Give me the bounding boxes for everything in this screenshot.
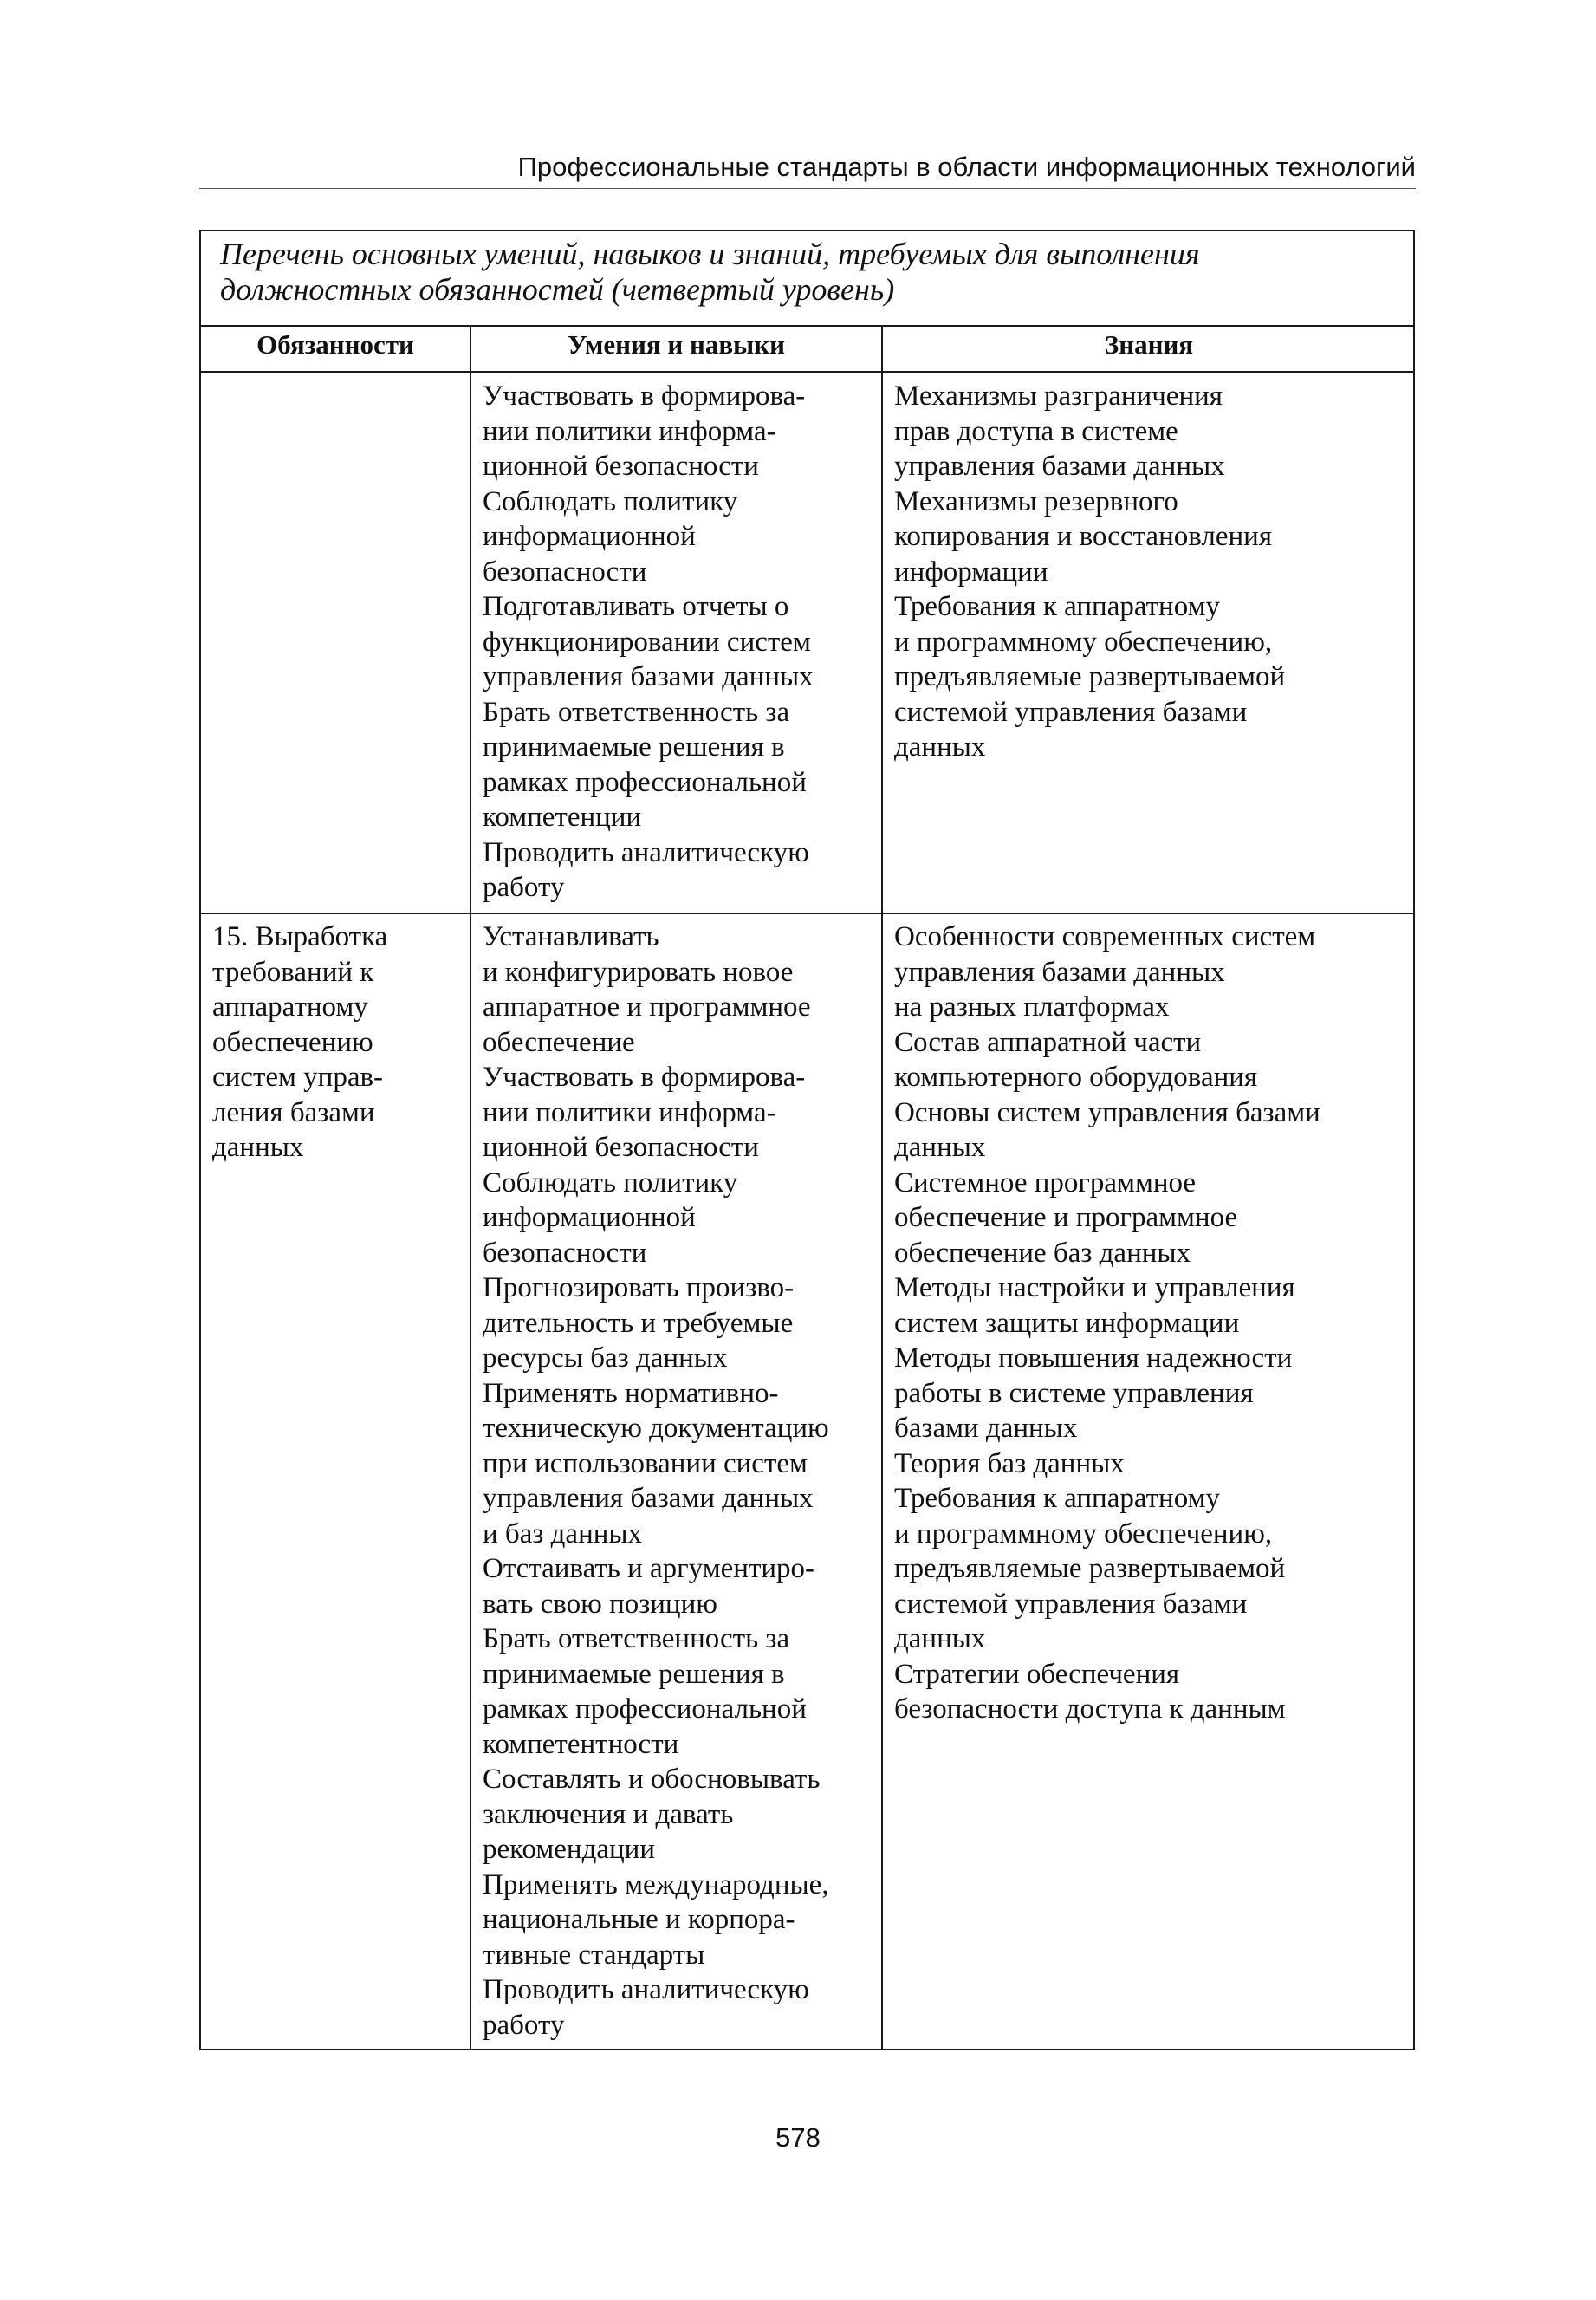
cell-line: компьютерного оборудования [894,1062,1258,1093]
cell-line: систем управ- [212,1062,384,1093]
row-2-knowledge-cell [894,919,1320,1727]
column-header-skills: Умения и навыки [568,329,785,360]
cell-line: обеспечение [483,1026,635,1058]
skills-table [199,230,1415,2050]
cell-line: принимаемые решения в [483,731,785,763]
cell-line: Применять международные, [483,1868,829,1900]
cell-line: заключения и давать [483,1798,734,1830]
cell-line: Методы настройки и управления [894,1272,1295,1303]
cell-line: функционировании систем [483,626,811,658]
cell-line: управления базами данных [894,451,1225,482]
header-rule [199,188,1416,189]
cell-line: 15. Выработка [212,921,388,952]
cell-line: информационной [483,521,696,552]
cell-line: управления базами данных [894,956,1225,988]
cell-line: Требования к аппаратному [894,1483,1220,1514]
cell-line: управления базами данных [483,1483,814,1514]
cell-line: Особенности современных систем [894,921,1316,952]
cell-line: ционной безопасности [483,1132,759,1163]
cell-line: системой управления базами [894,696,1248,728]
cell-line: тивные стандарты [483,1939,705,1971]
column-header-duties: Обязанности [256,329,414,360]
cell-line: предъявляемые развертываемой [894,1553,1286,1584]
cell-line: работу [483,2009,565,2041]
cell-line: нии политики информа- [483,415,776,447]
cell-line: аппаратному [212,991,368,1023]
cell-line: Применять нормативно- [483,1377,779,1409]
cell-line: Механизмы резервного [894,485,1178,517]
cell-line: и конфигурировать новое [483,956,794,988]
column-divider-1 [470,325,471,2049]
cell-line: работу [483,872,565,903]
cell-line: Требования к аппаратному [894,591,1220,622]
cell-line: Брать ответственность за [483,696,790,728]
cell-line: работы в системе управления [894,1377,1254,1409]
column-divider-2 [881,325,883,2049]
cell-line: информации [894,556,1048,588]
cell-line: компетентности [483,1728,679,1760]
cell-line: и программному обеспечению, [894,1517,1273,1550]
cell-line: при использовании систем [483,1447,808,1479]
cell-line: Прогнозировать произво- [483,1272,795,1303]
table-caption-line: должностных обязанностей (четвертый уровень) [220,272,895,307]
cell-line: Проводить аналитическую [483,836,809,868]
cell-line: и баз данных [483,1517,643,1550]
cell-line: Подготавливать отчеты о [483,591,789,622]
table-caption [220,237,1398,308]
cell-line: базами данных [894,1413,1078,1444]
cell-line: на разных платформах [894,991,1170,1023]
cell-line: компетенции [483,802,642,833]
cell-line: Участвовать в формирова- [483,380,806,412]
cell-line: обеспечению [212,1026,373,1058]
cell-line: техническую документацию [483,1413,829,1444]
cell-line: Состав аппаратной части [894,1026,1202,1058]
cell-line: национальные и корпора- [483,1904,795,1935]
cell-line: системой управления базами [894,1588,1248,1620]
cell-line: дительность и требуемые [483,1307,794,1339]
page-number: 578 [775,2122,821,2153]
cell-line: ления базами [212,1096,375,1128]
row-divider [201,913,1413,914]
table-caption-line: Перечень основных умений, навыков и знаний, требуемых для выполнения [220,237,1200,271]
cell-line: Теория баз данных [894,1447,1125,1479]
cell-line: обеспечение и программное [894,1202,1238,1233]
column-header-knowledge: Знания [1104,329,1194,360]
cell-line: нии политики информа- [483,1096,776,1128]
cell-line: безопасности доступа к данным [894,1693,1286,1725]
cell-line: ционной безопасности [483,451,759,482]
cell-line: предъявляемые развертываемой [894,661,1286,692]
cell-line: систем защиты информации [894,1307,1240,1339]
row-2-skills-cell [483,919,829,2043]
running-header: Профессиональные стандарты в области информационных технологий [517,152,1416,182]
row-1-skills-cell [483,379,814,906]
cell-line: Брать ответственность за [483,1623,790,1654]
cell-line: принимаемые решения в [483,1658,785,1690]
cell-line: Соблюдать политику [483,485,738,517]
cell-line: рамках профессиональной [483,766,807,798]
cell-line: Основы систем управления базами [894,1096,1320,1128]
cell-line: рекомендации [483,1834,655,1865]
cell-line: и программному обеспечению, [894,626,1273,658]
cell-line: безопасности [483,1237,647,1269]
cell-line: ресурсы баз данных [483,1342,728,1374]
cell-line: Методы повышения надежности [894,1342,1293,1374]
cell-line: рамках профессиональной [483,1693,807,1725]
cell-line: Устанавливать [483,921,659,952]
cell-line: обеспечение баз данных [894,1237,1191,1269]
cell-line: аппаратное и программное [483,991,811,1023]
row-2-duty-cell [212,919,387,1166]
cell-line: Стратегии обеспечения [894,1658,1180,1690]
cell-line: безопасности [483,556,647,588]
cell-line: данных [894,731,986,763]
cell-line: Системное программное [894,1166,1197,1199]
cell-line: информационной [483,1202,696,1233]
cell-line: данных [894,1132,986,1163]
cell-line: Соблюдать политику [483,1166,738,1199]
cell-line: Отстаивать и аргументиро- [483,1553,815,1584]
cell-line: копирования и восстановления [894,521,1272,552]
cell-line: данных [212,1132,304,1163]
cell-line: Проводить аналитическую [483,1974,809,2005]
cell-line: Составлять и обосновывать [483,1764,821,1795]
cell-line: данных [894,1623,986,1654]
cell-line: управления базами данных [483,661,814,692]
row-1-knowledge-cell [894,379,1285,765]
cell-line: Участвовать в формирова- [483,1062,806,1093]
cell-line: вать свою позицию [483,1588,717,1620]
cell-line: Механизмы разграничения [894,380,1223,412]
cell-line: прав доступа в системе [894,415,1178,447]
cell-line: требований к [212,956,374,988]
header-divider [201,371,1413,373]
caption-divider [201,325,1413,327]
